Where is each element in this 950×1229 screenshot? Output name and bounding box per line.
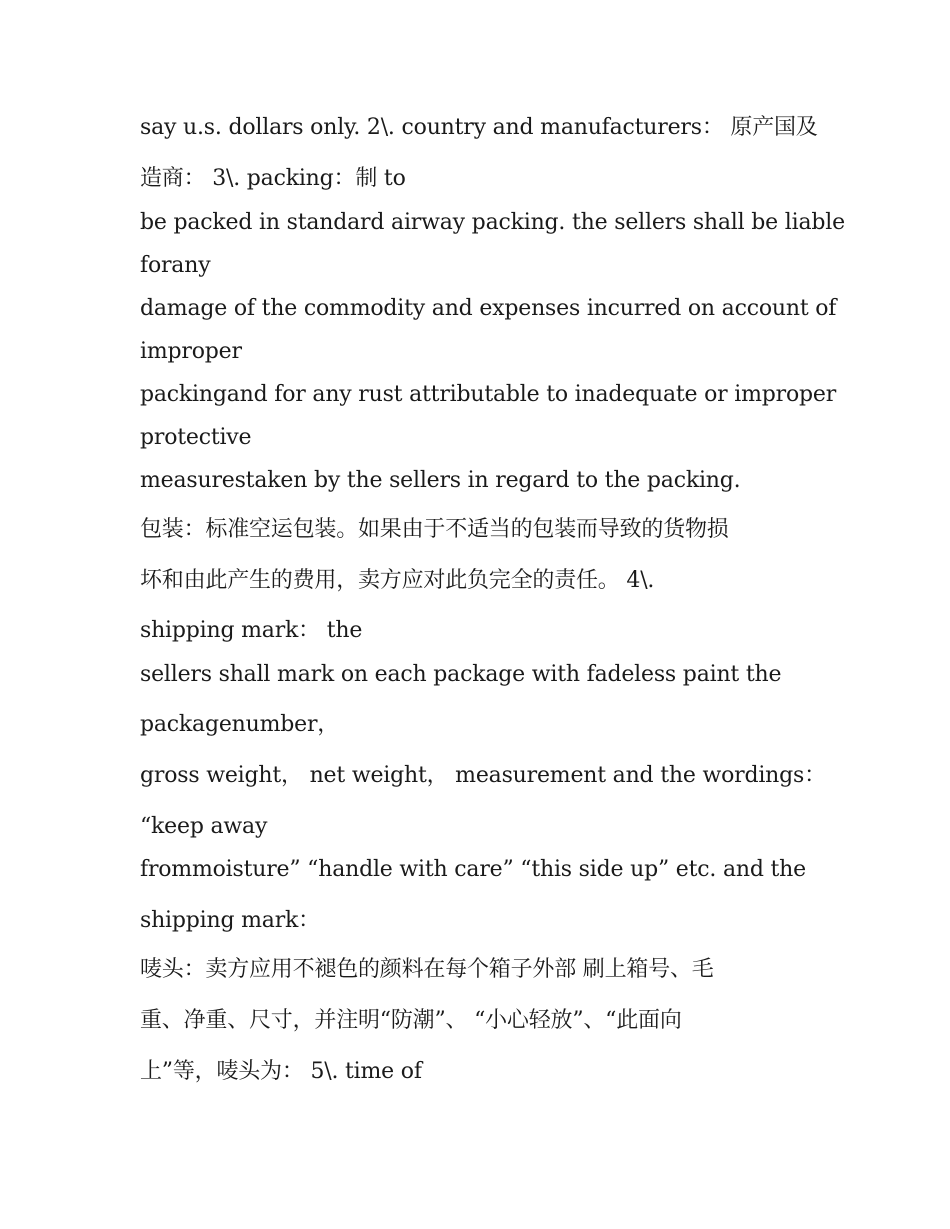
- text-line-3: be packed in standard airway packing. the sellers shall be liable: [140, 210, 845, 235]
- text-line-11: 坏和由此产生的费用，卖方应对此负完全的责任。 4\.: [140, 568, 655, 593]
- text-line-9: measurestaken by the sellers in regard to the packing.: [140, 468, 741, 493]
- text-line-10: 包装：标准空运包装。如果由于不适当的包装而导致的货物损: [140, 517, 729, 542]
- text-line-20: 重、净重、尺寸，并注明“防潮”、 “小心轻放”、“此面向: [140, 1008, 682, 1033]
- text-line-15: gross weight， net weight， measurement and the wordings：: [140, 763, 826, 788]
- text-line-5: damage of the commodity and expenses incurred on account of: [140, 296, 837, 321]
- text-line-6: improper: [140, 339, 242, 364]
- text-line-7: packingand for any rust attributable to inadequate or improper: [140, 382, 837, 407]
- text-line-18: shipping mark：: [140, 908, 320, 933]
- text-line-21: 上”等，唛头为： 5\. time of: [140, 1059, 422, 1084]
- text-line-19: 唛头：卖方应用不褪色的颜料在每个箱子外部 刷上箱号、毛: [140, 957, 714, 982]
- text-line-1: say u.s. dollars only. 2\. country and manufacturers： 原产国及: [140, 115, 818, 140]
- text-line-4: forany: [140, 253, 211, 278]
- text-line-17: frommoisture” “handle with care” “this side up” etc. and the: [140, 857, 806, 882]
- text-line-12: shipping mark： the: [140, 618, 363, 643]
- text-line-16: “keep away: [140, 814, 268, 839]
- text-line-8: protective: [140, 425, 252, 450]
- text-line-14: packagenumber，: [140, 712, 340, 737]
- text-line-13: sellers shall mark on each package with fadeless paint the: [140, 662, 782, 687]
- text-line-2: 造商： 3\. packing：制 to: [140, 166, 406, 191]
